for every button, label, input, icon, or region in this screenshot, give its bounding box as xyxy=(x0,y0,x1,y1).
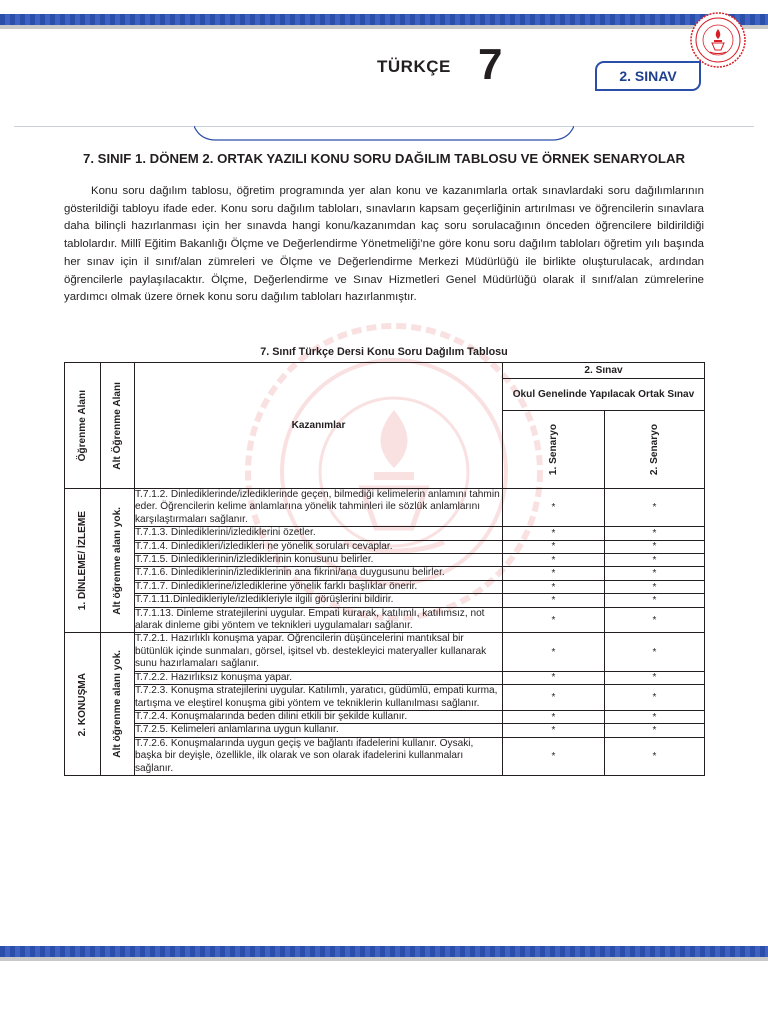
top-gray-band xyxy=(0,25,768,29)
scenario-2-mark: * xyxy=(605,567,705,580)
outcome-cell: T.7.1.13. Dinleme stratejilerini uygular. Empati kurarak, katılımlı, katılımsız, not alarak dinleme gibi yöntem ve teknikleri uygulamaları sağlanır. xyxy=(135,607,503,633)
table-row xyxy=(65,710,705,723)
scenario-1-mark: * xyxy=(503,554,605,567)
scenario-1-mark: * xyxy=(503,594,605,607)
scenario-2-mark: * xyxy=(605,580,705,593)
scenario-2-mark: * xyxy=(605,594,705,607)
scenario-2-mark: * xyxy=(605,724,705,737)
sub-learning-area-cell xyxy=(101,489,135,633)
meb-seal-icon xyxy=(690,12,746,68)
table-row xyxy=(65,594,705,607)
table-row xyxy=(65,633,705,671)
outcome-cell: T.7.1.7. Dinlediklerine/izlediklerine yönelik farklı başlıklar önerir. xyxy=(135,580,503,593)
sub-learning-area-cell xyxy=(101,633,135,775)
grade-number: 7 xyxy=(478,40,503,89)
scenario-1-mark: * xyxy=(503,685,605,711)
table-row xyxy=(65,607,705,633)
scenario-2-mark: * xyxy=(605,685,705,711)
learning-area-cell xyxy=(65,633,101,775)
table-row xyxy=(65,580,705,593)
sub-learning-area-label: Alt öğrenme alanı yok. xyxy=(112,650,123,759)
table-row xyxy=(65,724,705,737)
scenario-1-mark: * xyxy=(503,607,605,633)
header-scenario-2 xyxy=(605,411,705,489)
outcome-cell: T.7.2.3. Konuşma stratejilerini uygular. Katılımlı, yaratıcı, güdümlü, empati kurma, tartışma ve eleştirel konuşma gibi yöntem ve tekniklerin kullanılması sağlanır. xyxy=(135,685,503,711)
table-row xyxy=(65,567,705,580)
scenario-1-mark: * xyxy=(503,633,605,671)
header-scenario-1 xyxy=(503,411,605,489)
scenario-1-mark: * xyxy=(503,527,605,540)
top-blue-band xyxy=(0,14,768,25)
header-exam: 2. Sınav xyxy=(503,363,705,379)
learning-area-label: 1. DİNLEME/ İZLEME xyxy=(77,511,88,611)
scenario-2-mark: * xyxy=(605,710,705,723)
table-row xyxy=(65,671,705,684)
outcome-cell: T.7.2.4. Konuşmalarında beden dilini etkili bir şekilde kullanır. xyxy=(135,710,503,723)
scenario-2-mark: * xyxy=(605,633,705,671)
outcome-cell: T.7.1.4. Dinledikleri/izledikleri ne yönelik soruları cevaplar. xyxy=(135,540,503,553)
scenario-1-mark: * xyxy=(503,724,605,737)
header-outcomes: Kazanımlar xyxy=(135,363,503,489)
subject-title: TÜRKÇE xyxy=(377,57,451,76)
outcome-cell: T.7.2.2. Hazırlıksız konuşma yapar. xyxy=(135,671,503,684)
scenario-1-mark: * xyxy=(503,580,605,593)
sub-learning-area-label: Alt öğrenme alanı yok. xyxy=(112,506,123,615)
bottom-gray-band xyxy=(0,957,768,961)
bottom-blue-band xyxy=(0,946,768,957)
scenario-2-mark: * xyxy=(605,540,705,553)
table-row xyxy=(65,685,705,711)
scenario-1-mark: * xyxy=(503,567,605,580)
scenario-1-mark: * xyxy=(503,540,605,553)
exam-badge: 2. SINAV xyxy=(595,61,701,91)
outcome-cell: T.7.1.5. Dinlediklerinin/izlediklerinin konusunu belirler. xyxy=(135,554,503,567)
scenario-1-mark: * xyxy=(503,710,605,723)
header-scenario-2-label: 2. Senaryo xyxy=(649,423,660,476)
header-subarea xyxy=(101,363,135,489)
scenario-1-mark: * xyxy=(503,671,605,684)
scenario-1-mark: * xyxy=(503,489,605,527)
scenario-2-mark: * xyxy=(605,607,705,633)
outcome-cell: T.7.1.2. Dinlediklerinde/izlediklerinde geçen, bilmediği kelimelerin anlamını tahmin eder. Öğrencilerin kelime anlamlarına yönelik tahminleri ile sözlük anlamlarını karşılaştırmaları sağlanır. xyxy=(135,489,503,527)
table-row xyxy=(65,489,705,527)
learning-area-label: 2. KONUŞMA xyxy=(77,672,88,736)
outcome-cell: T.7.1.6. Dinlediklerinin/izlediklerinin ana fikrini/ana duygusunu belirler. xyxy=(135,567,503,580)
outcome-cell: T.7.2.1. Hazırlıklı konuşma yapar. Öğrencilerin düşüncelerini mantıksal bir bütünlük içinde sunmaları, görsel, işitsel vb. destekleyici materyaller kullanarak sunu hazırlamaları sağlanır. xyxy=(135,633,503,671)
scenario-2-mark: * xyxy=(605,737,705,775)
scenario-2-mark: * xyxy=(605,554,705,567)
learning-area-cell xyxy=(65,489,101,633)
header-area-label: Öğrenme Alanı xyxy=(77,389,88,462)
table-row xyxy=(65,540,705,553)
table-row xyxy=(65,737,705,775)
table-row xyxy=(65,554,705,567)
table-caption: 7. Sınıf Türkçe Dersi Konu Soru Dağılım Tablosu xyxy=(260,346,508,358)
outcome-cell: T.7.2.6. Konuşmalarında uygun geçiş ve bağlantı ifadelerini kullanır. Oysaki, başka bir deyişle, özellikle, ilk olarak ve son olarak ifadelerini kullanmaları sağlanır. xyxy=(135,737,503,775)
header-subarea-label: Alt Öğrenme Alanı xyxy=(112,381,123,470)
outcome-cell: T.7.2.5. Kelimeleri anlamlarına uygun kullanır. xyxy=(135,724,503,737)
outcome-cell: T.7.1.11.Dinledikleriyle/izledikleriyle ilgili görüşlerini bildirir. xyxy=(135,594,503,607)
table-body xyxy=(65,489,705,776)
scenario-2-mark: * xyxy=(605,527,705,540)
scenario-1-mark: * xyxy=(503,737,605,775)
scenario-2-mark: * xyxy=(605,489,705,527)
header-area xyxy=(65,363,101,489)
header-tab-curve xyxy=(194,126,574,142)
outcome-cell: T.7.1.3. Dinlediklerini/izlediklerini özetler. xyxy=(135,527,503,540)
intro-paragraph: Konu soru dağılım tablosu, öğretim programında yer alan konu ve kazanımlarla ortak sınavlardaki soru dağılımlarının gösterildiği tabloyu ifade eder. Konu soru dağılım tabloları, sınavların kapsam geçerliğinin artırılması ve öğrencilerin sınavlara daha bilinçli hazırlanması için her sınavda hangi konu/kazanımdan kaç soru sorulacağının önceden öğrencilere bildirildiği tablolardır. Millî Eğitim Bakanlığı Ölçme ve Değerlendirme Yönetmeliği’ne göre konu soru dağılım tabloları öğretim yılı başında her sınav için il sınıf/alan zümreleri ve Ölçme ve Değerlendirme Merkezi Müdürlüğü ile birlikte oluşturulacak, ardından öğrencilerle paylaşılacaktır. Ölçme, Değerlendirme ve Sınav Hizmetleri Genel Müdürlüğü olarak il sınıf/alan zümrelerine yardımcı olmak üzere örnek konu soru dağılım tabloları hazırlanmıştır. xyxy=(64,185,704,304)
table-row xyxy=(65,527,705,540)
header-exam-type: Okul Genelinde Yapılacak Ortak Sınav xyxy=(503,379,705,411)
distribution-table xyxy=(64,362,705,776)
scenario-2-mark: * xyxy=(605,671,705,684)
document-title: 7. SINIF 1. DÖNEM 2. ORTAK YAZILI KONU SORU DAĞILIM TABLOSU VE ÖRNEK SENARYOLAR xyxy=(82,151,686,166)
header-scenario-1-label: 1. Senaryo xyxy=(548,423,559,476)
